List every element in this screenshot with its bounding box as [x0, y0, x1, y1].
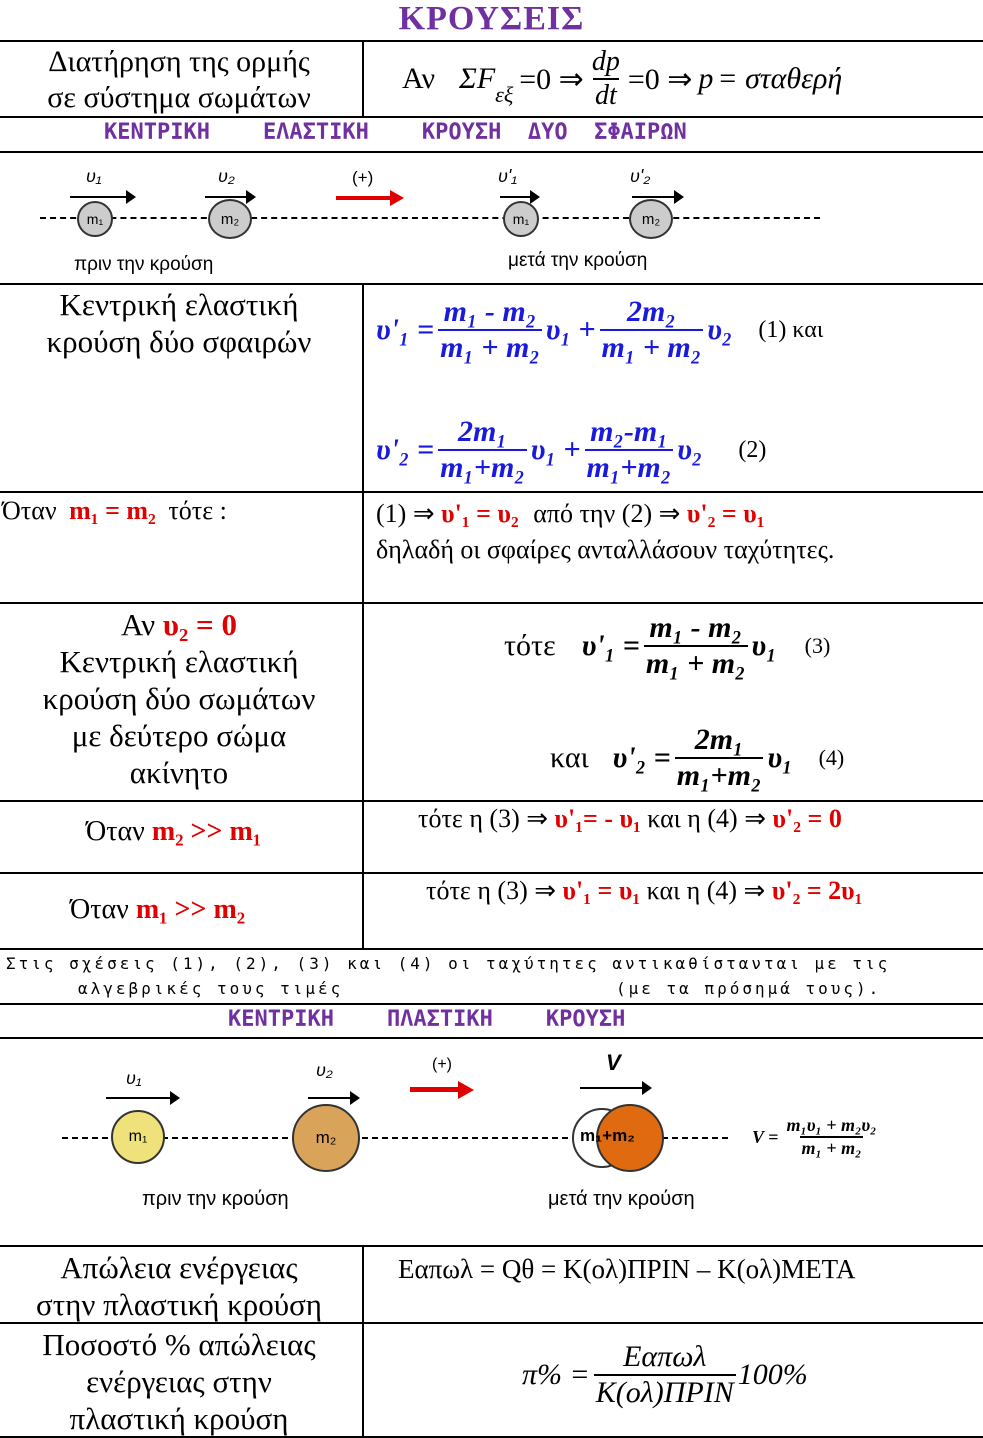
- column-divider: [362, 40, 364, 116]
- ball-m2: m₂: [629, 199, 673, 239]
- divider: [0, 1245, 983, 1247]
- elastic-eq1: υ'₁ = $\frac{\text{m₁ - m₂}}{\text{m₁ + m₂}}$ υ₁ + $\frac{\text{2m₂}}{\text{m₁ + m₂}}$ υ₂ (1) και: [376, 295, 824, 364]
- velocity-label: υ₂: [218, 166, 235, 186]
- velocity-label: υ₂: [316, 1060, 333, 1080]
- page-title: ΚΡΟΥΣΕΙΣ: [398, 0, 585, 37]
- positive-direction-arrow: [458, 1081, 474, 1099]
- divider: [0, 872, 983, 874]
- equal-mass-result: (1) ⇒ υ'₁ = υ₂ από την (2) ⇒ υ'₂ = υ₁ δηλαδή οι σφαίρες ανταλλάσουν ταχύτητες.: [376, 499, 835, 564]
- divider: [0, 602, 983, 604]
- column-divider: [362, 1245, 364, 1438]
- divider: [0, 116, 983, 118]
- ball-m2: m₂: [292, 1104, 360, 1172]
- before-label: πριν την κρούση: [142, 1188, 289, 1210]
- algebraic-note-line3: (με τα πρόσημά τους).: [616, 979, 882, 998]
- divider: [0, 491, 983, 493]
- divider: [0, 40, 983, 42]
- heavy-projectile-label: Όταν m₁ >> m₂: [70, 894, 246, 925]
- velocity-label: υ₁: [126, 1068, 142, 1088]
- momentum-label: Διατήρηση της ορμής σε σύστημα σωμάτων: [47, 45, 311, 114]
- percent-loss-label: Ποσοστό % απώλειας ενέργειας στην πλαστική κρούση: [42, 1327, 316, 1436]
- divider: [0, 151, 983, 153]
- energy-loss-formula: Eαπωλ = Qθ = K(ολ)ΠΡΙΝ – K(ολ)ΜΕΤΑ: [398, 1254, 856, 1284]
- velocity-label: υ₁: [86, 166, 102, 186]
- divider: [0, 1037, 983, 1039]
- velocity-label: υ'₂: [630, 166, 651, 186]
- elastic-section-header: ΚΕΝΤΡΙΚΗ ΕΛΑΣΤΙΚΗ ΚΡΟΥΣΗ ΔΥΟ ΣΦΑΙΡΩΝ: [104, 120, 687, 145]
- rest-condition-label: Αν υ₂ = 0 Κεντρική ελαστική κρούση δύο σωμάτων με δεύτερο σώμα ακίνητο: [42, 607, 316, 790]
- ball-m1: m₁: [111, 1110, 165, 1164]
- rest-eq3: τότε υ'₁ = $\frac{\text{m₁ - m₂}}{\text{m₁ + m₂}}$ υ₁ (3): [504, 611, 831, 680]
- heavy-projectile-result: τότε η (3) ⇒ υ'₁ = υ₁ και η (4) ⇒ υ'₂ = 2υ₁: [426, 876, 863, 905]
- combined-velocity-formula: V = $\frac{\text{m₁υ₁ + m₂υ₂}}{\text{m₁ + m₂}}$: [752, 1115, 877, 1158]
- velocity-label: υ'₁: [498, 166, 518, 186]
- positive-direction-arrow: [390, 190, 404, 206]
- divider: [0, 800, 983, 802]
- ball-m2: m₂: [208, 199, 252, 239]
- algebraic-note-line2: αλγεβρικές τους τιμές: [78, 979, 344, 998]
- elastic-eq2: υ'₂ = $\frac{\text{2m₁}}{\text{m₁+m₂}}$ υ₁ + $\frac{\text{m₂-m₁}}{\text{m₁+m₂}}$ υ₂ (2): [376, 415, 767, 484]
- heavy-target-result: τότε η (3) ⇒ υ'₁= - υ₁ και η (4) ⇒ υ'₂ = 0: [418, 804, 842, 833]
- heavy-target-label: Όταν m₂ >> m₁: [86, 816, 262, 847]
- divider: [0, 1003, 983, 1005]
- divider: [0, 948, 983, 950]
- equal-mass-label: Όταν m₁ = m₂ τότε :: [2, 496, 227, 525]
- momentum-formula: Αν ΣF εξ =0 ⇒ $\frac{dp}{dt}$ =0 ⇒ p = σταθερή: [402, 46, 843, 111]
- positive-direction-label: (+): [352, 168, 374, 187]
- divider: [0, 283, 983, 285]
- column-divider: [362, 283, 364, 948]
- before-label: πριν την κρούση: [74, 254, 214, 275]
- after-label: μετά την κρούση: [548, 1188, 695, 1210]
- ball-m1: m₁: [503, 201, 539, 237]
- positive-direction-label: (+): [432, 1056, 452, 1073]
- velocity-label: V: [606, 1050, 621, 1075]
- plastic-section-header: ΚΕΝΤΡΙΚΗ ΠΛΑΣΤΙΚΗ ΚΡΟΥΣΗ: [228, 1007, 626, 1032]
- ball-m1: m₁: [77, 201, 113, 237]
- after-label: μετά την κρούση: [508, 250, 648, 271]
- percent-loss-formula: π% = $\frac{\text{Eαπωλ}}{\text{K(ολ)ΠΡΙΝ}}$ 100%: [522, 1340, 808, 1409]
- algebraic-note-line1: Στις σχέσεις (1), (2), (3) και (4) οι ταχύτητες αντικαθίστανται με τις: [6, 954, 891, 973]
- combined-mass-label: m₁+m₂: [580, 1126, 635, 1145]
- energy-loss-label: Απώλεια ενέργειας στην πλαστική κρούση: [35, 1250, 323, 1322]
- rest-eq4: και υ'₂ = $\frac{\text{2m₁}}{\text{m₁+m₂}}$ υ₁ (4): [550, 723, 845, 792]
- elastic-label: Κεντρική ελαστική κρούση δύο σφαιρών: [46, 287, 312, 359]
